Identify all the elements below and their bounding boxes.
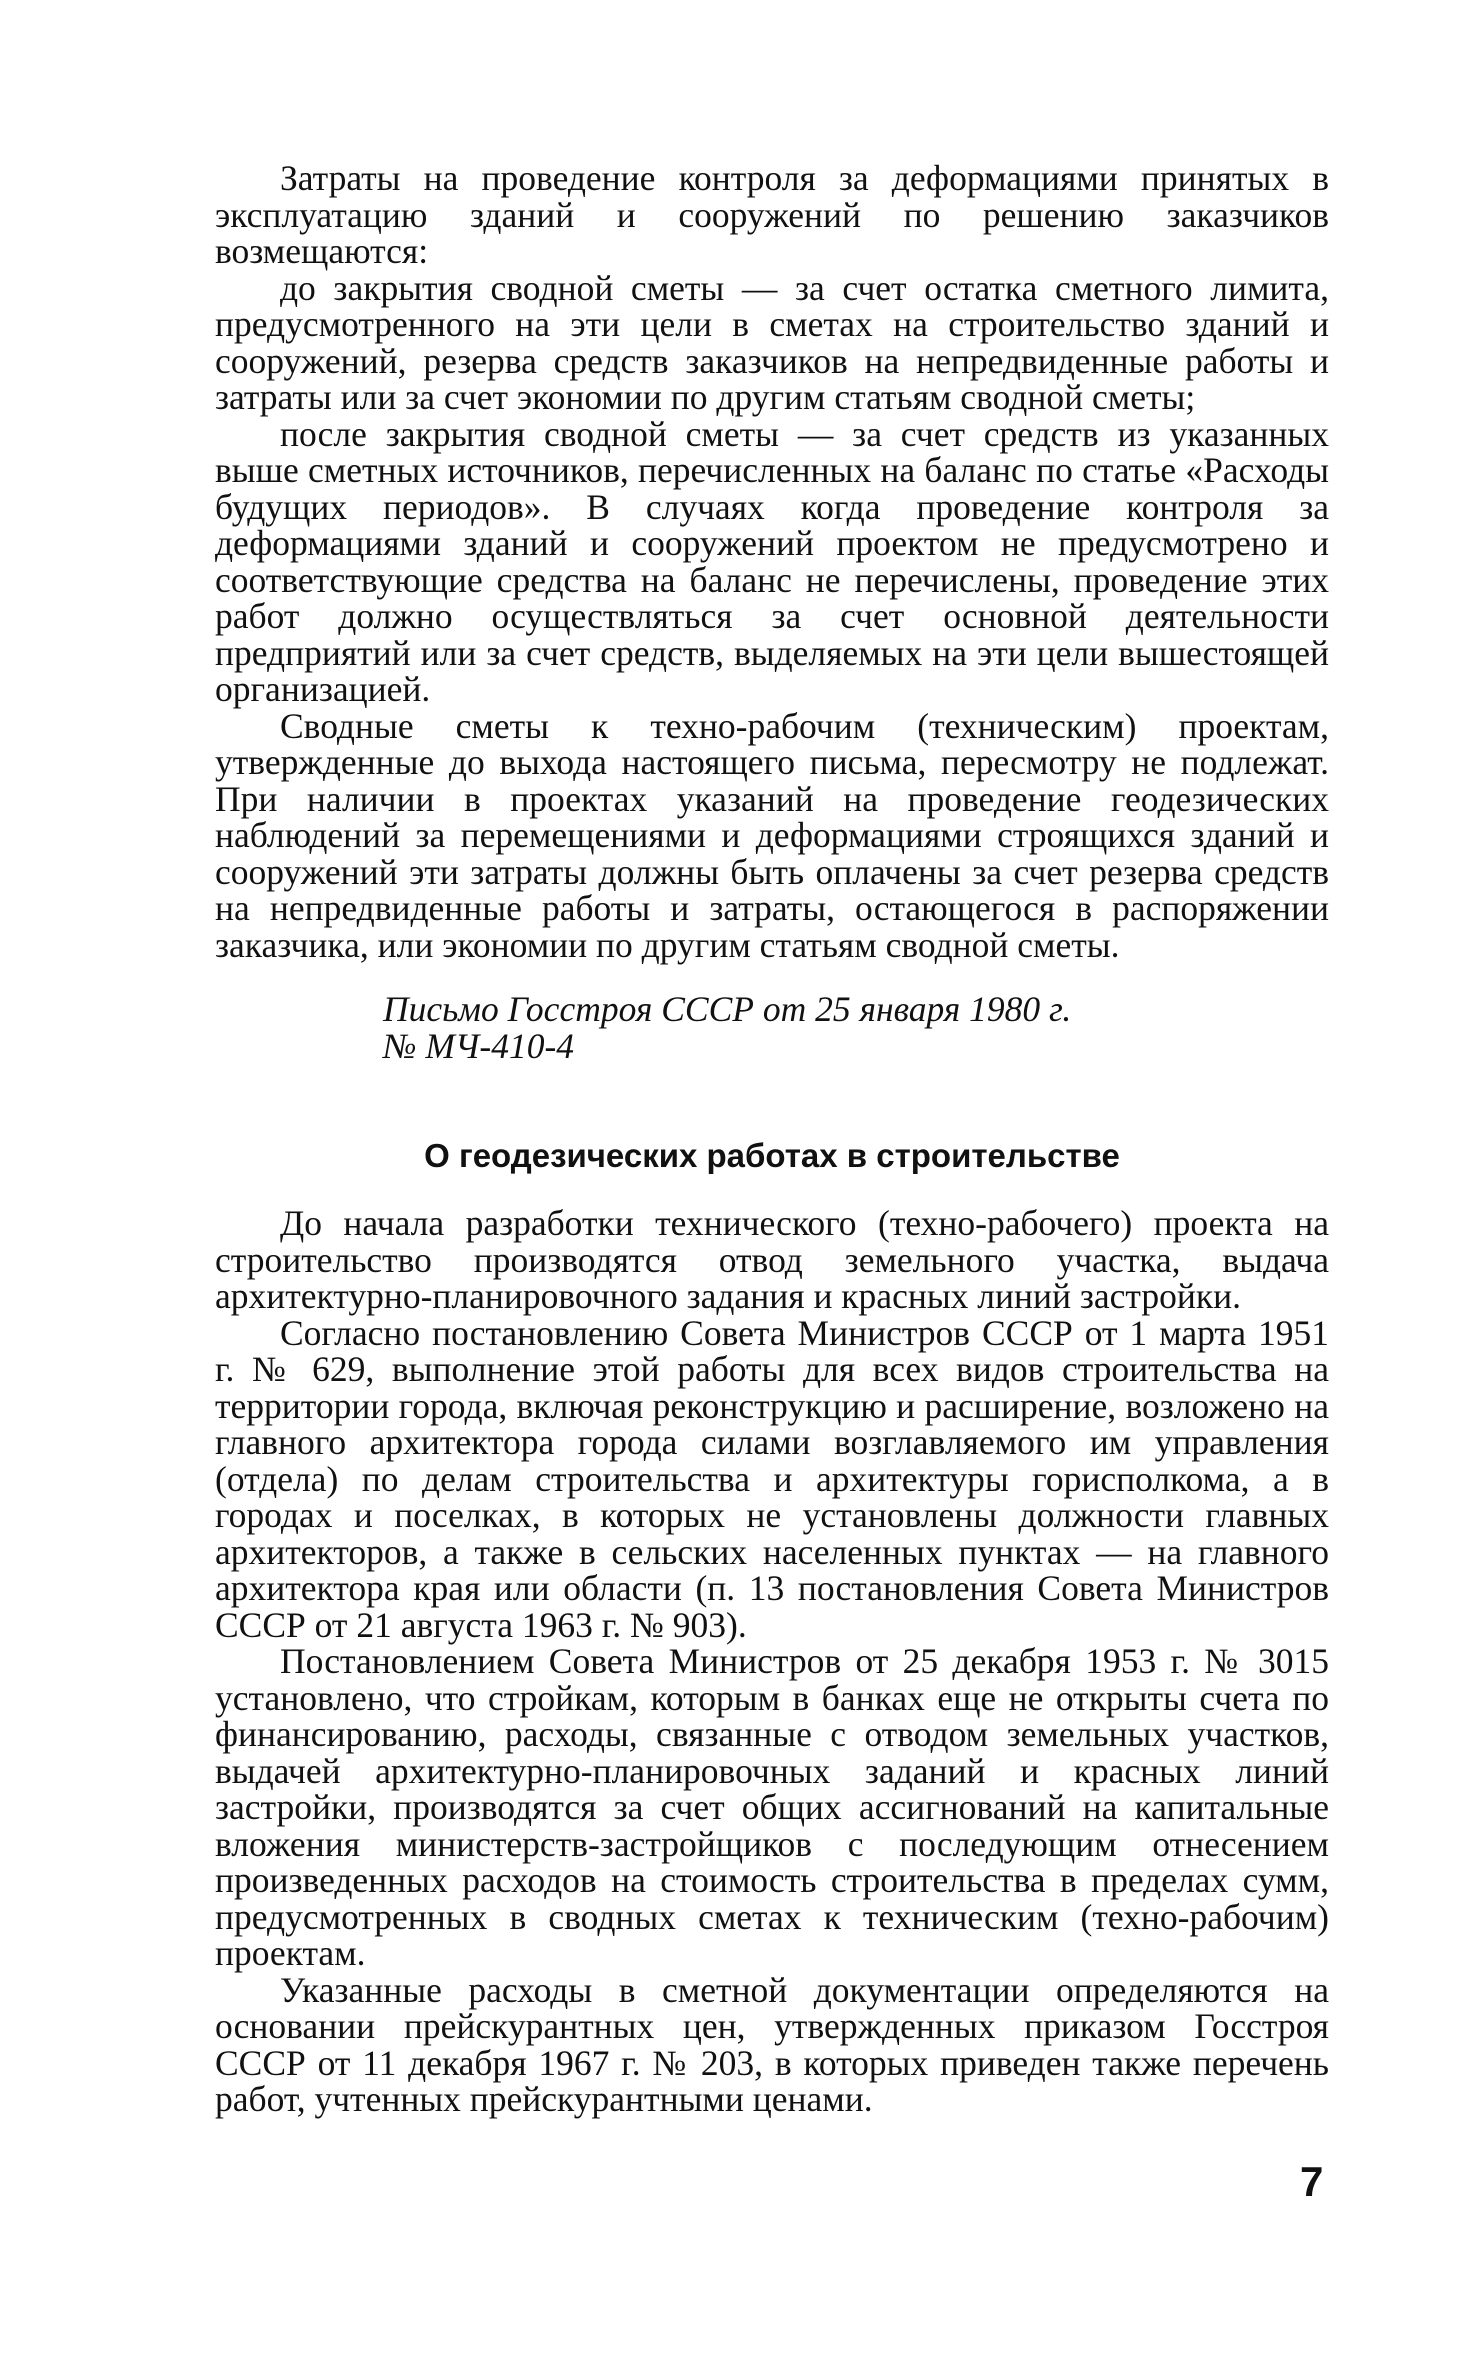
- paragraph-before-design: До начала разработки технического (техно-рабочего) проекта на строительство производятся отвод земельного участка, выдача архитектурно-планировочного задания и красных линий застройки.: [215, 1203, 1329, 1316]
- paragraph-costs-intro: Затраты на проведение контроля за деформациями принятых в эксплуатацию зданий и сооружений по решению заказчиков возмещаются:: [215, 158, 1329, 271]
- paragraph-council-resolution-1951: Согласно постановлению Совета Министров СССР от 1 марта 1951 г. № 629, выполнение этой работы для всех видов строительства на территории города, включая реконструкцию и расширение, возложено на главного архитектора города силами возглавляемого им управления (отдела) по делам строительства и архитектуры горисполкома, а в городах и поселках, в которых не установлены должности главных архитекторов, а также в сельских населенных пунктах — на главного архитектора края или области (п. 13 постановления Совета Министров СССР от 21 августа 1963 г. № 903).: [215, 1312, 1329, 1645]
- paragraph-before-closing: до закрытия сводной сметы — за счет остатка сметного лимита, предусмотренного на эти цели в сметах на строительство зданий и сооружений, резерва средств заказчиков на непредвиденные работы и затраты или за счет экономии по другим статьям сводной сметы;: [215, 267, 1329, 417]
- paragraph-council-resolution-1953: Постановлением Совета Министров от 25 декабря 1953 г. № 3015 установлено, что стройкам, которым в банках еще не открыты счета по финансированию, расходы, связанные с отводом земельных участков, выдачей архитектурно-планировочных заданий и красных линий застройки, производятся за счет общих ассигнований на капитальные вложения министерств-застройщиков с последующим отнесением произведенных расходов на стоимость строительства в пределах сумм, предусмотренных в сводных сметах к техническим (техно-рабочим) проектам.: [215, 1641, 1329, 1973]
- letter-signature: [383, 991, 1329, 1065]
- page-number: 7: [1300, 2158, 1324, 2205]
- signature-line-1: Письмо Госстроя СССР от 25 января 1980 г.: [383, 989, 1072, 1029]
- paragraph-after-closing: после закрытия сводной сметы — за счет средств из указанных выше сметных источников, перечисленных на баланс по статье «Расходы будущих периодов». В случаях когда проведение контроля за деформациями зданий и сооружений проектом не предусмотрено и соответствующие средства на баланс не перечислены, проведение этих работ должно осуществляться за счет основной деятельности предприятий или за счет средств, выделяемых на эти цели вышестоящей организацией.: [215, 413, 1329, 709]
- signature-line-2: № МЧ-410-4: [383, 1026, 575, 1066]
- section-heading: О геодезических работах в строительстве: [424, 1137, 1120, 1174]
- paragraph-price-list-costs: Указанные расходы в сметной документации определяются на основании прейскурантных цен, утвержденных приказом Госстроя СССР от 11 декабря 1967 г. № 203, в которых приведен также перечень работ, учтенных прейскурантными ценами.: [215, 1969, 1329, 2119]
- paragraph-summary-estimates: Сводные сметы к техно-рабочим (техническим) проектам, утвержденные до выхода настоящего письма, пересмотру не подлежат. При наличии в проектах указаний на проведение геодезических наблюдений за перемещениями и деформациями строящихся зданий и сооружений эти затраты должны быть оплачены за счет резерва средств на непредвиденные работы и затраты, остающегося в распоряжении заказчика, или экономии по другим статьям сводной сметы.: [215, 705, 1329, 965]
- page-body: [215, 160, 1329, 2118]
